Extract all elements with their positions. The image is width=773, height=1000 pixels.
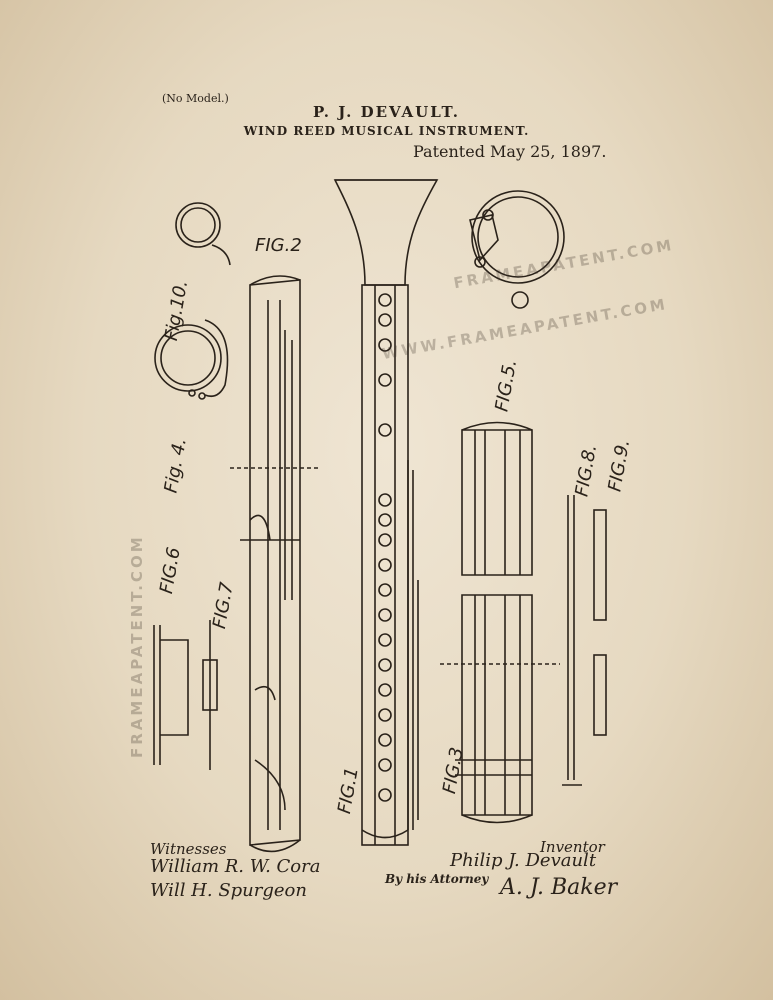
watermark-3: FRAMEAPATENT.COM — [128, 534, 146, 758]
fig3-upper-tube — [462, 430, 532, 575]
patent-title: WIND REED MUSICAL INSTRUMENT. — [243, 124, 530, 138]
attorney-label: By his Attorney — [385, 872, 489, 886]
watermark-2: WWW.FRAMEAPATENT.COM — [380, 294, 670, 364]
witness-two-signature: Will H. Spurgeon — [150, 880, 307, 901]
inventor-signature: Philip J. Devault — [450, 850, 597, 871]
fig6-label: FIG.6 — [155, 545, 185, 596]
fig8-label: FIG.8. — [571, 442, 602, 499]
fig10-ring — [176, 203, 220, 247]
fig9-label: FIG.9. — [604, 437, 635, 494]
fig10-label: Fig.10. — [160, 278, 193, 343]
fig9-rod-upper — [594, 510, 606, 620]
fig3-lower-tube — [462, 595, 532, 815]
watermark-1: FRAMEAPATENT.COM — [452, 235, 676, 293]
fig4-label: Fig. 4. — [160, 436, 191, 495]
fig9-rod-lower — [594, 655, 606, 735]
witness-one-signature: William R. W. Cora — [150, 856, 321, 877]
tone-holes — [379, 294, 391, 801]
clarinet-body — [362, 285, 408, 845]
no-model-label: (No Model.) — [162, 92, 229, 105]
attorney-signature: A. J. Baker — [500, 875, 618, 900]
fig1-label: FIG.1 — [333, 765, 363, 816]
fig5-label: FIG.5. — [491, 357, 522, 414]
witnesses-label: Witnesses — [150, 840, 227, 858]
inventor-label: Inventor — [540, 838, 605, 856]
fig6-rod — [154, 625, 160, 765]
fig3-label: FIG.3 — [438, 745, 468, 796]
inventor-name-header: P. J. DEVAULT. — [312, 103, 461, 121]
fig2-label: FIG.2 — [255, 235, 302, 256]
fig7-label: FIG.7 — [208, 580, 238, 631]
clarinet-bell — [335, 180, 437, 285]
patent-date: Patented May 25, 1897. — [413, 142, 607, 161]
